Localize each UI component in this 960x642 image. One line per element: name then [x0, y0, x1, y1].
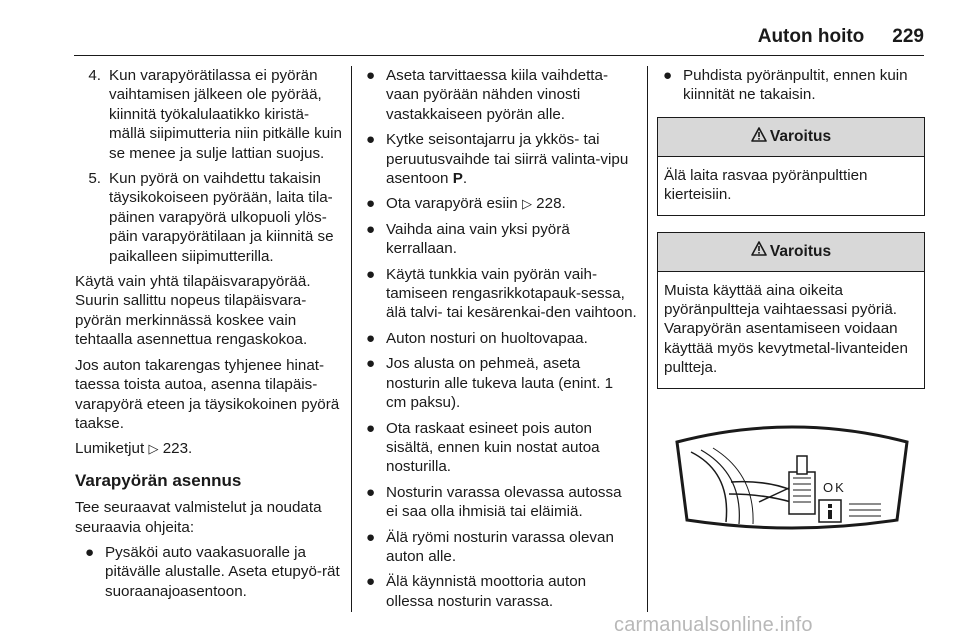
- reference-text: Lumiketjut: [75, 440, 145, 458]
- list-item: [360, 130, 637, 188]
- reference-arrow-icon: ▷: [521, 196, 532, 212]
- warning-triangle-icon: [751, 127, 767, 147]
- column-1: [75, 66, 343, 607]
- list-item-text: Käytä tunkkia vain pyörän vaih-tamiseen rengasrikkotapauk-sessa, älä talvi- tai kesärenkai-den vaihtoon.: [386, 265, 637, 322]
- list-item-text-part: Kytke seisontajarru ja ykkös- tai peruutusvaihde tai siirrä valinta-vipu asentoon: [386, 131, 629, 188]
- list-item-text-part: Ota varapyörä esiin: [386, 195, 518, 213]
- warning-text: Muista käyttää aina oikeita pyöränpultteja vaihtaessasi pyöriä. Varapyörän asentamiseen voidaan käyttää myös kevytmetal-livanteiden pultteja.: [664, 281, 908, 377]
- wheel-bolt-illustration: [671, 412, 913, 540]
- list-item: [360, 66, 637, 124]
- warning-box: [657, 117, 925, 216]
- paragraph: Jos auton takarengas tyhjenee hinat-taessa toista autoa, asenna tilapäis-varapyörä eteen ja täysikokoinen pyörä taakse.: [75, 356, 340, 432]
- paragraph: Käytä vain yhtä tilapäisvarapyörää. Suurin sallittu nopeus tilapäisvara-pyörän merkinnässä koskee vain tehtaalla asennettua rengaskokoa.: [75, 273, 311, 349]
- warning-title: Varoitus: [769, 128, 832, 146]
- bullet-dot: ●: [366, 483, 376, 501]
- bullet-dot: ●: [663, 67, 673, 84]
- list-item: [360, 354, 637, 412]
- page-header: [758, 26, 924, 52]
- warning-header: [658, 233, 924, 272]
- column-divider-1: [351, 66, 352, 612]
- step-text: Kun pyörä on vaihdettu takaisin täysikokoiseen pyörään, laita tila-päinen varapyörä ulkopuoli ylös-päin varapyörätilaan ja kiinnitä se paikalleen siipimutterilla.: [109, 170, 334, 265]
- list-item: [75, 543, 343, 601]
- warning-text: Älä laita rasvaa pyöränpulttien kierteisiin.: [664, 166, 868, 204]
- list-item-text: Aseta tarvittaessa kiila vaihdetta-vaan pyörään nähden vinosti vastakkaiseen pyörän alle.: [386, 67, 609, 123]
- step-number: 5.: [88, 170, 101, 188]
- illustration-label: OK: [823, 480, 846, 495]
- list-item: [360, 265, 637, 323]
- list-item: [360, 528, 637, 567]
- bullet-dot: ●: [366, 329, 376, 347]
- bullet-dot: ●: [366, 419, 376, 437]
- column-divider-2: [647, 66, 648, 612]
- bullet-dot: ●: [366, 573, 376, 591]
- bullet-dot: ●: [366, 265, 376, 283]
- gear-p-label: P: [452, 170, 463, 188]
- list-item-text: Auton nosturi on huoltovapaa.: [386, 329, 588, 347]
- bullet-dot: ●: [366, 131, 376, 149]
- list-item-text: Pysäköi auto vaakasuoralle ja pitävälle alustalle. Aseta etupyö-rät suoraanajoasentoon.: [105, 543, 340, 600]
- warning-title: Varoitus: [769, 242, 832, 260]
- list-item-text: [386, 194, 566, 213]
- reference-arrow-icon: ▷: [148, 441, 159, 457]
- list-item: [360, 329, 637, 348]
- page-number: 229: [892, 26, 924, 47]
- list-item: [360, 572, 637, 611]
- watermark: carmanualsonline.info: [614, 614, 813, 636]
- bullet-dot: ●: [366, 355, 376, 373]
- warning-triangle-icon: [751, 241, 767, 261]
- column-2: [360, 66, 637, 617]
- list-item-text: Älä ryömi nosturin varassa olevan auton alle.: [386, 528, 614, 565]
- list-item: [360, 220, 637, 259]
- warning-header: [658, 118, 924, 157]
- bullet-dot: ●: [366, 67, 376, 84]
- column-3: [657, 66, 925, 405]
- list-item-text: Kytke seisontajarru ja ykkös- tai peruutusvaihde tai siirrä valinta-vipu asentoon P.: [386, 131, 629, 188]
- section-title: Auton hoito: [757, 26, 865, 47]
- warning-box: [657, 232, 925, 389]
- list-item: [657, 66, 925, 105]
- list-item-text: Jos alusta on pehmeä, aseta nosturin alle tukeva lauta (enint. 1 cm paksu).: [386, 355, 614, 412]
- step-text: Kun varapyörätilassa ei pyörän vaihtamisen jälkeen ole pyörää, kiinnitä työkalulaatikko kiristä-mällä siipimutteria niin pitkälle kuin se menee ja sulje lattian suojus.: [109, 67, 342, 162]
- bullet-dot: ●: [85, 543, 95, 561]
- list-item-text: Vaihda aina vain yksi pyörä kerrallaan.: [386, 220, 570, 258]
- list-item-text: Älä käynnistä moottoria auton ollessa nosturin varassa.: [386, 573, 587, 610]
- list-item: [360, 194, 637, 213]
- bullet-dot: ●: [366, 220, 376, 238]
- reference-page: 223.: [162, 440, 193, 458]
- step-number: 4.: [88, 67, 101, 84]
- list-item-text: Ota raskaat esineet pois auton sisältä, ennen kuin nostat autoa nosturilla.: [386, 419, 600, 476]
- numbered-step: [75, 66, 343, 163]
- reference-page: 228.: [536, 195, 566, 213]
- list-item-text: Nosturin varassa olevassa autossa ei saa olla ihmisiä tai eläimiä.: [386, 483, 622, 521]
- header-rule: [74, 55, 924, 56]
- section-heading: Varapyörän asennus: [75, 470, 242, 490]
- list-item: [360, 419, 637, 477]
- bullet-dot: ●: [366, 528, 376, 546]
- list-item: [360, 483, 637, 522]
- paragraph: Tee seuraavat valmistelut ja noudata seuraavia ohjeita:: [75, 499, 322, 536]
- cross-reference: [75, 439, 343, 458]
- list-item-text: Puhdista pyöränpultit, ennen kuin kiinnität ne takaisin.: [683, 67, 908, 104]
- bullet-dot: ●: [366, 195, 376, 213]
- numbered-step: [75, 169, 343, 266]
